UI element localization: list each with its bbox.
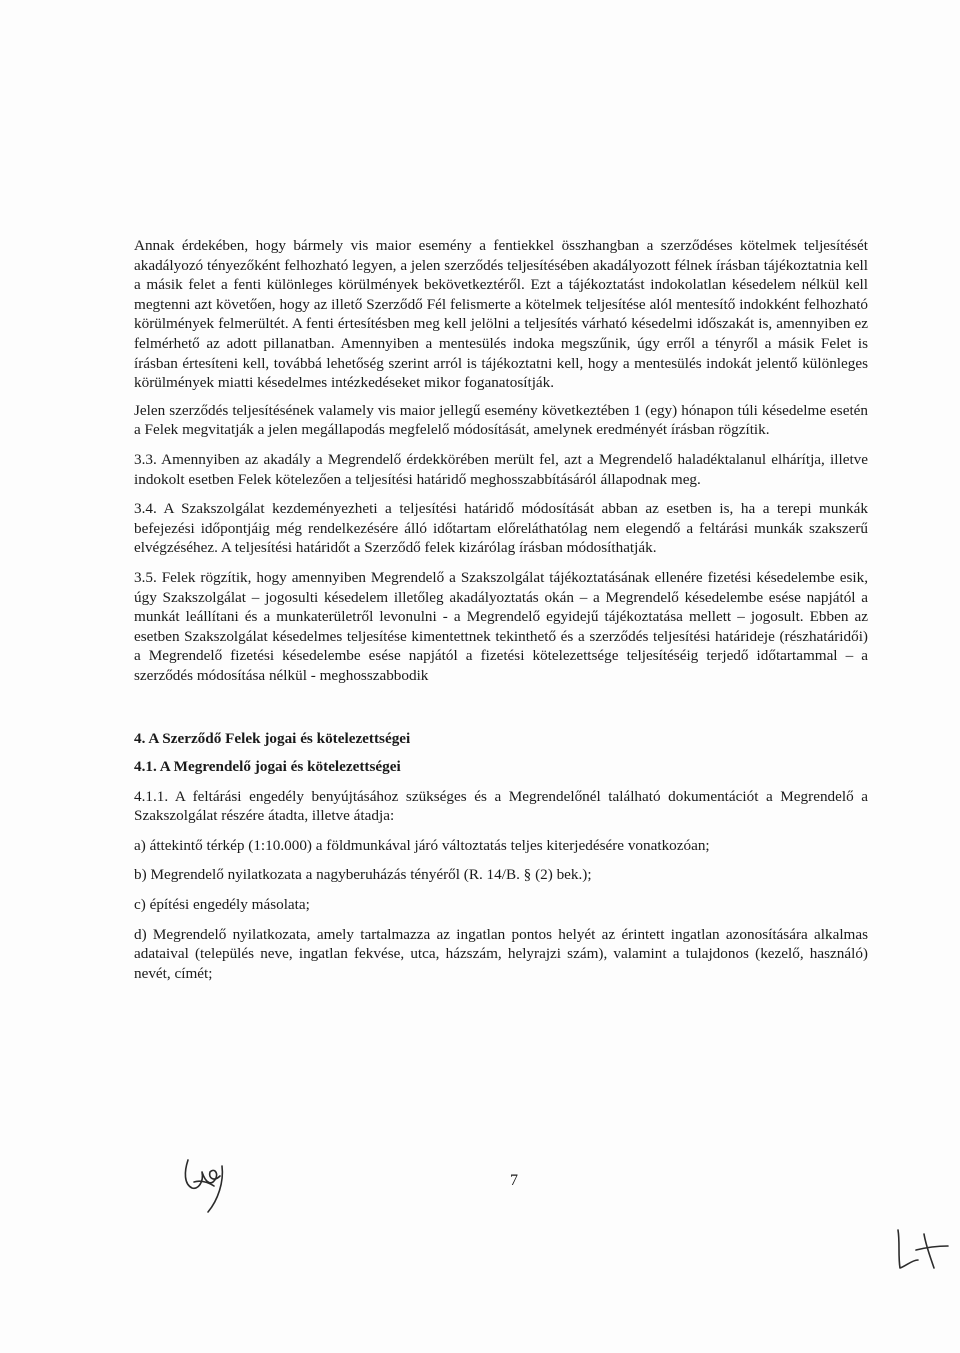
page-number: 7 <box>510 1172 518 1189</box>
paragraph-3-3: 3.3. Amennyiben az akadály a Megrendelő érdekkörében merült fel, azt a Megrendelő haladéktalanul elhárítja, illetve indokolt esetben Felek kötelezően a teljesítési határidő meghosszabbításáról állapodnak meg. <box>134 450 868 488</box>
paragraph-3-4: 3.4. A Szakszolgálat kezdeményezheti a teljesítési határidő módosítását abban az esetben is, ha a terepi munkák befejezési időpontjáig még rendelkezésére álló időtartam előreláthatólag nem elegendő a feltárási munkák szakszerű elvégzéséhez. A teljesítési határidőt a Szerződő felek kizárólag írásban módosíthatják. <box>134 500 868 557</box>
document-body <box>134 236 868 983</box>
paragraph-vis-maior-delay: Jelen szerződés teljesítésének valamely vis maior jellegű esemény következtében 1 (egy) hónapon túli késedelme esetén a Felek megvitatják a jelen megállapodás megfelelő módosítását, amelynek eredményét írásban rögzítik. <box>134 401 868 439</box>
list-item-b: b) Megrendelő nyilatkozata a nagyberuházás tényéről (R. 14/B. § (2) bek.); <box>134 866 592 884</box>
signature-initials-left <box>178 1152 234 1218</box>
list-item-a: a) áttekintő térkép (1:10.000) a földmunkával járó változtatás teljes kiterjedésére vonatkozóan; <box>134 836 710 854</box>
paragraph-3-5: 3.5. Felek rögzítik, hogy amennyiben Megrendelő a Szakszolgálat tájékoztatásának ellenére fizetési késedelembe esik, úgy Szakszolgálat – jogosulti késedelem illetőleg akadályoztatás okán – a Megrendelő késedelembe esése napjától a munkát leállítani és a munkaterületről levonulni - a Megrendelő egyidejű tájékoztatása mellett – jogosult. Ebben az esetben Szakszolgálat késedelmes teljesítése kimentettnek tekinthető és a szerződés teljesítési határideje (részhatáridői) a Megrendelő fizetési késedelembe esése napjától a fizetési kötelezettsége teljesítéséig terjedő időtartammal – a szerződés módosítása nélkül - meghosszabbodik <box>134 568 868 684</box>
paragraph-4-1-1: 4.1.1. A feltárási engedély benyújtásához szükséges és a Megrendelőnél található dokumentációt a Megrendelő a Szakszolgálat részére átadta, illetve átadja: <box>134 787 868 825</box>
section-heading-4-1: 4.1. A Megrendelő jogai és kötelezettségei <box>134 758 401 776</box>
list-item-c: c) építési engedély másolata; <box>134 896 310 914</box>
paragraph-vis-maior-notice: Annak érdekében, hogy bármely vis maior esemény a fentiekkel összhangban a szerződéses kötelmek teljesítését akadályozó tényezőként felhozható legyen, a jelen szerződés teljesítésében akadályozott félnek írásban tájékoztatnia kell a másik felet a fenti különleges körülmények bekövetkeztéről. Ezt a tájékoztatást indokolatlan késedelem nélkül kell megtenni azt követően, hogy az illető Szerződő Fél felismerte a kötelmek teljesítése alól mentesítő indokként felhozható körülmények felmerültét. A fenti értesítésben meg kell jelölni a teljesítés várható késedelmi időszakát is, amennyiben ez felmérhető az adott pillanatban. Amennyiben a mentesülés indoka megszűnik, úgy erről a tényről a másik Felet is írásban értesíteni kell, továbbá lehetőség szerint arról is tájékoztatni kell, hogy a mentesülés indokát jelentő különleges körülmények miatti késedelmes intézkedéseket mikor foganatosítják. <box>134 237 868 392</box>
section-heading-4: 4. A Szerződő Felek jogai és kötelezettségei <box>134 730 411 748</box>
list-item-d: d) Megrendelő nyilatkozata, amely tartalmazza az ingatlan pontos helyét az érintett ingatlan azonosítására alkalmas adataival (település neve, ingatlan fekvése, utca, házszám, helyrajzi szám), valamint a tulajdonos (kezelő, használó) nevét, címét; <box>134 925 868 982</box>
signature-initials-right <box>890 1226 952 1276</box>
